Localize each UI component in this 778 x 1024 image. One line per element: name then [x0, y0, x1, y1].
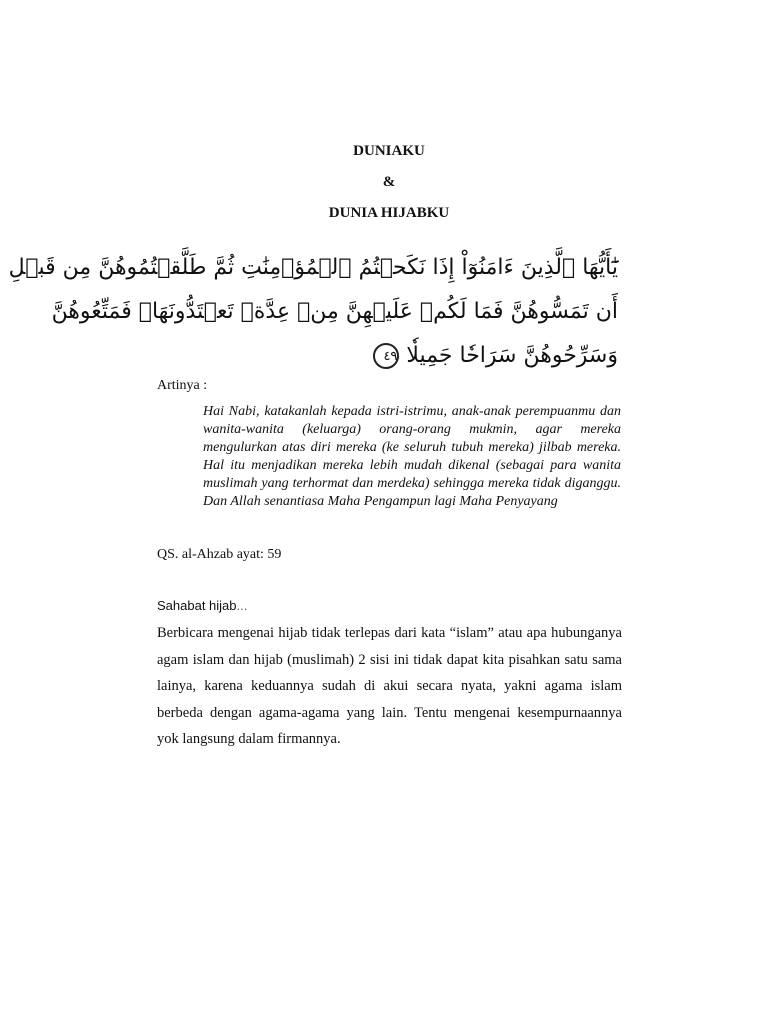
ayah-number-marker: ٤٩	[373, 343, 399, 369]
verse-line-3	[148, 334, 618, 378]
translation-label: Artinya :	[157, 378, 208, 393]
verse-line-1: يَٰٓأَيُّهَا ٱلَّذِينَ ءَامَنُوٓاْ إِذَا نَكَحۡتُمُ ٱلۡمُؤۡمِنَٰتِ ثُمَّ طَلَّقۡتُمُوهُنَّ مِن قَبۡلِ	[8, 255, 618, 280]
translation-text: Hai Nabi, katakanlah kepada istri-istrimu, anak-anak perempuanmu dan wanita-wanita (keluarga) orang-orang mukmin, agar mereka mengulurkan atas diri mereka (ke seluruh tubuh mereka) jilbab mereka. Hal itu menjadikan mereka lebih mudah dikenal (sebagai para wanita muslimah yang terhormat dan merdeka) sehingga mereka tidak diganggu. Dan Allah senantiasa Maha Pengampun lagi Maha Penyayang	[203, 404, 621, 509]
verse-source: QS. al-Ahzab ayat: 59	[157, 547, 282, 562]
verse-line-2: أَن تَمَسُّوهُنَّ فَمَا لَكُمۡ عَلَيۡهِنَّ مِنۡ عِدَّةٖ تَعۡتَدُّونَهَاۖ فَمَتِّعُوهُنَّ	[51, 299, 618, 324]
title-line-1: DUNIAKU	[353, 143, 425, 159]
section-heading-ellipsis: ...	[236, 598, 248, 613]
section-heading	[157, 598, 247, 613]
title-line-2: &	[382, 174, 396, 190]
section-heading-text: Sahabat hijab	[157, 598, 237, 613]
page-title	[0, 136, 778, 229]
verse-line-3-text: وَسَرِّحُوهُنَّ سَرَاحٗا جَمِيلٗا	[406, 343, 618, 368]
quran-verse	[8, 246, 618, 378]
title-line-3: DUNIA HIJABKU	[328, 205, 450, 221]
body-paragraph: Berbicara mengenai hijab tidak terlepas dari kata “islam” atau apa hubunganya agam islam dan hijab (muslimah) 2 sisi ini tidak dapat kita pisahkan satu sama lainya, karena keduannya sudah di akui secara nyata, yakni agama islam berbeda dengan agama-agama yang lain. Tentu mengenai kesempurnaannya yok langsung dalam firmannya.	[157, 625, 622, 747]
